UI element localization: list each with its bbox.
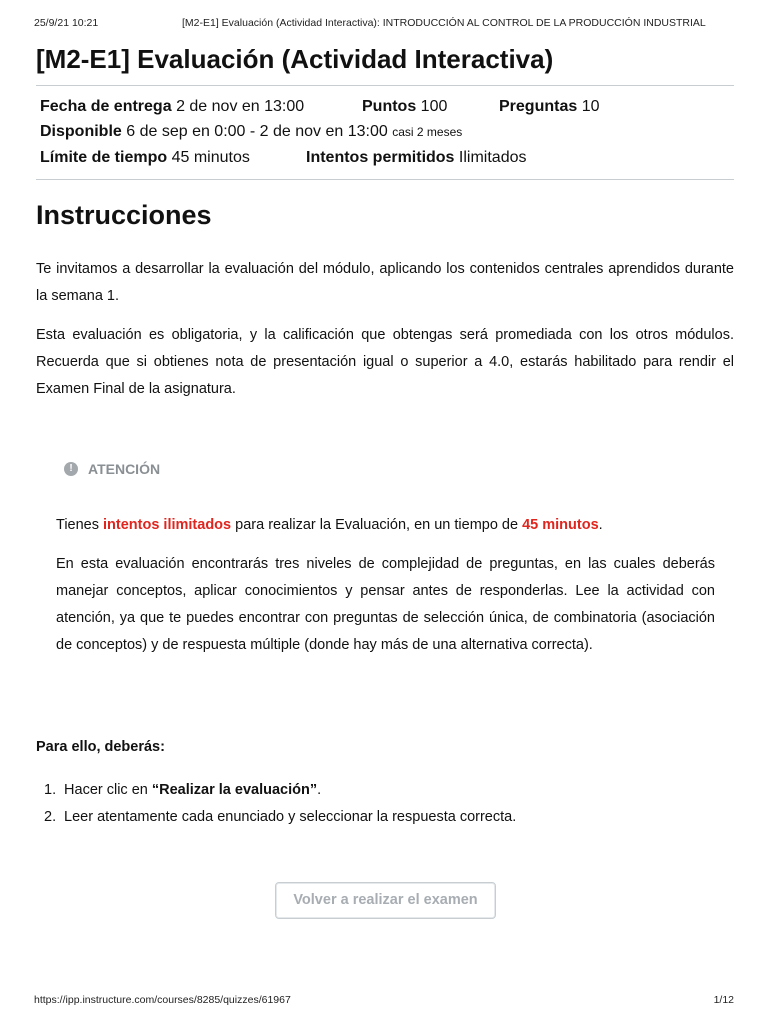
- time-limit-label: Límite de tiempo: [40, 149, 168, 166]
- step-1-suffix: .: [317, 782, 322, 798]
- due-date-value: 2 de nov en 13:00: [176, 98, 305, 115]
- available-label: Disponible: [40, 123, 122, 140]
- due-date-label: Fecha de entrega: [40, 98, 172, 115]
- attempts-label: Intentos permitidos: [306, 149, 455, 166]
- print-url: https://ipp.instructure.com/courses/8285/quizzes/61967: [34, 994, 291, 1006]
- time-limit-value: 45 minutos: [171, 149, 250, 166]
- instructions-heading: Instrucciones: [36, 200, 212, 230]
- print-footer: [34, 994, 734, 1008]
- step-2-number: 2.: [44, 809, 57, 825]
- highlight-unlimited-attempts: intentos ilimitados: [103, 517, 232, 533]
- questions-value: 10: [581, 98, 600, 115]
- questions-label: Preguntas: [499, 98, 578, 115]
- exclamation-icon: !: [64, 462, 78, 476]
- instructions-paragraph-2: Esta evaluación es obligatoria, y la calificación que obtengas será promediada con los otros módulos. Recuerda que si obtienes nota de presentación igual o superior a 4.0, estarás habilitado para rendir el Examen Final de la asignatura.: [36, 327, 734, 397]
- time-limit: [40, 149, 250, 167]
- attention-label: ATENCIÓN: [88, 461, 161, 477]
- divider-top: [36, 85, 734, 86]
- highlight-time-limit: 45 minutos: [522, 517, 599, 533]
- print-page-number: 1/12: [713, 994, 734, 1006]
- available-value: 6 de sep en 0:00 - 2 de nov en 13:00: [126, 123, 388, 140]
- page-title: [M2-E1] Evaluación (Actividad Interactiva): [36, 44, 554, 74]
- instructions-paragraph-1: Te invitamos a desarrollar la evaluación del módulo, aplicando los contenidos centrales aprendidos durante la semana 1.: [36, 261, 734, 304]
- attention-line1-suffix: .: [598, 517, 603, 533]
- attempts: [306, 149, 526, 167]
- points-label: Puntos: [362, 98, 417, 115]
- list-item: [44, 804, 516, 831]
- retake-quiz-button[interactable]: Volver a realizar el examen: [275, 882, 496, 919]
- available-note: casi 2 meses: [392, 125, 463, 139]
- step-1-number: 1.: [44, 782, 57, 798]
- attention-line1-prefix: Tienes: [56, 517, 104, 533]
- list-item: [44, 777, 516, 804]
- step-2-text: Leer atentamente cada enunciado y seleccionar la respuesta correcta.: [64, 809, 517, 825]
- attention-header: [64, 461, 160, 477]
- steps-list: [44, 777, 516, 831]
- step-1-bold: “Realizar la evaluación”: [151, 782, 318, 798]
- attention-line-1: [56, 512, 715, 539]
- points-value: 100: [420, 98, 448, 115]
- availability: [40, 123, 462, 141]
- questions: [499, 98, 600, 116]
- points: [362, 98, 447, 116]
- step-1-prefix: Hacer clic en: [64, 782, 152, 798]
- due-date: [40, 98, 304, 116]
- divider-bottom: [36, 179, 734, 180]
- attempts-value: Ilimitados: [458, 149, 527, 166]
- attention-line1-middle: para realizar la Evaluación, en un tiempo de: [231, 517, 523, 533]
- print-header: [34, 17, 734, 31]
- print-date: 25/9/21 10:21: [34, 17, 99, 29]
- steps-title: Para ello, deberás:: [36, 739, 165, 755]
- attention-paragraph: En esta evaluación encontrarás tres niveles de complejidad de preguntas, en las cuales deberás manejar conceptos, aplicar conocimientos y pensar antes de responderlas. Lee la actividad con atención, ya que te puedes encontrar con preguntas de selección única, de combinatoria (asociación de conceptos) y de respuesta múltiple (donde hay más de una alternativa correcta).: [56, 556, 715, 653]
- print-doc-title: [M2-E1] Evaluación (Actividad Interactiva): INTRODUCCIÓN AL CONTROL DE LA PRODUCCIÓN INDUSTRIAL: [182, 17, 706, 29]
